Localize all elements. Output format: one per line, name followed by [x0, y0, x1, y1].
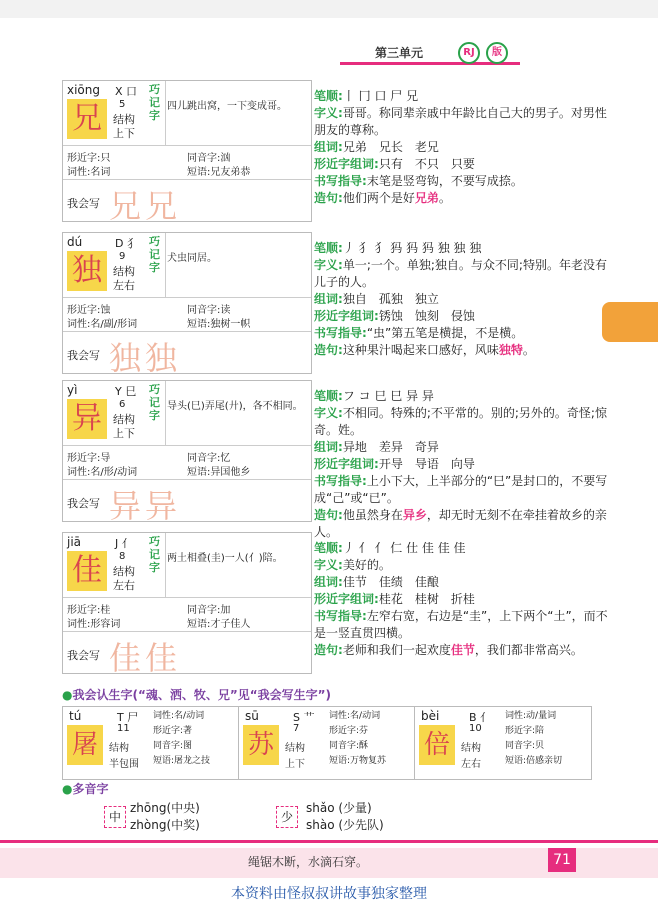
writing-guide: 书写指导:左窄右宽，右边是“圭”，上下两个“土”，而不是一竖直贯四横。	[314, 609, 608, 640]
page-number: 71	[548, 848, 576, 872]
similar-combos: 形近字组词:开导 导语 向导	[314, 457, 475, 471]
character-notes	[314, 240, 614, 359]
polyphonic-readings-2: shǎo (少量) shào (少先队)	[306, 801, 384, 832]
pinyin: yì	[67, 383, 78, 397]
stroke-order: 笔顺:丿 亻 亻 仁 仕 佳 佳 佳	[314, 541, 466, 555]
structure: 结构 上下	[285, 743, 305, 770]
character-card	[62, 380, 312, 525]
similar-combos: 形近字组词:锈蚀 蚀刻 侵蚀	[314, 309, 475, 323]
writing-guide: 书写指导:上小下大，上半部分的“巳”是封口的，不要写成“己”或“已”。	[314, 474, 608, 505]
structure-label: 结构	[113, 565, 135, 578]
homophone: 同音字:读	[187, 305, 231, 316]
divider	[165, 533, 166, 597]
divider	[63, 179, 311, 180]
header-band	[0, 0, 658, 18]
unit-title: 第三单元	[375, 46, 424, 60]
stroke-order: 笔顺:丿 犭 犭 犸 犸 犸 独 独 独	[314, 241, 482, 255]
practice-characters: 佳佳	[109, 639, 182, 677]
stroke-count: 6	[119, 399, 126, 410]
homophone: 同音字:忆	[187, 453, 231, 464]
mnemonic-text: 犬虫同居。	[167, 253, 217, 264]
practice-characters: 兄兄	[109, 187, 182, 225]
radical: T 尸	[117, 711, 139, 724]
part-of-speech: 词性:名/副/形词	[67, 319, 138, 330]
part-of-speech: 词性:形容词	[67, 619, 121, 630]
word-combos: 组词:兄弟 兄长 老兄	[314, 140, 439, 154]
recognize-card	[238, 706, 416, 780]
structure-value: 上下	[113, 127, 135, 140]
homophone: 同音字:加	[187, 605, 231, 616]
mnemonic-tag: 巧记字	[149, 83, 160, 122]
structure-value: 左右	[113, 579, 135, 592]
radical: Y 巳	[115, 385, 137, 398]
character-notes	[314, 88, 614, 207]
stroke-count: 7	[293, 723, 300, 734]
main-character: 异	[67, 399, 107, 439]
stroke-count: 5	[119, 99, 126, 110]
radical: J 亻	[115, 537, 133, 550]
example-sentence: 造句:老师和我们一起欢度佳节，我们都非常高兴。	[314, 643, 583, 657]
edition-badge: 版	[486, 42, 508, 64]
radical: X 口	[115, 85, 138, 98]
pinyin: tú	[69, 709, 82, 723]
polyphonic-readings-1: zhōng(中央) zhòng(中奖)	[130, 801, 200, 832]
structure-label: 结构	[113, 413, 135, 426]
character-notes	[314, 388, 614, 541]
divider	[165, 81, 166, 145]
writing-guide: 书写指导:末笔是竖弯钩，不要写成捺。	[314, 174, 523, 188]
structure-label: 结构	[113, 113, 135, 126]
practice-label: 我会写	[67, 349, 100, 362]
pinyin: jiā	[67, 535, 82, 549]
practice-characters: 独独	[109, 339, 182, 377]
divider	[63, 631, 311, 632]
character-card	[62, 232, 312, 377]
mnemonic-tag: 巧记字	[149, 235, 160, 274]
similar-char: 形近字:桂	[67, 605, 111, 616]
similar-combos: 形近字组词:桂花 桂树 折桂	[314, 592, 475, 606]
example-sentence: 造句:这种果汁喝起来口感好，风味独特。	[314, 343, 535, 357]
mnemonic-tag: 巧记字	[149, 535, 160, 574]
word-combos: 组词:异地 差异 奇异	[314, 440, 439, 454]
footer-rule	[0, 840, 658, 843]
pinyin: xiōng	[67, 83, 100, 97]
character-notes	[314, 540, 614, 659]
polyphonic-char-2: 少	[276, 806, 298, 828]
phrase: 短语:异国他乡	[187, 467, 251, 478]
char-info: 词性:名/动词 形近字:芬 同音字:酥 短语:万物复苏	[329, 711, 387, 766]
structure-value: 左右	[113, 279, 135, 292]
divider	[165, 381, 166, 445]
divider	[63, 597, 311, 598]
polyphonic-section-title: ●多音字	[62, 782, 109, 796]
stroke-count: 8	[119, 551, 126, 562]
stroke-count: 10	[469, 723, 482, 734]
practice-label: 我会写	[67, 649, 100, 662]
char-info: 词性:名/动词 形近字:著 同音字:图 短语:屠龙之技	[153, 711, 211, 766]
meaning: 字义:美好的。	[314, 558, 391, 572]
character-card	[62, 532, 312, 677]
stroke-count: 9	[119, 251, 126, 262]
phrase: 短语:独树一帜	[187, 319, 251, 330]
motto: 绳锯木断，水滴石穿。	[248, 855, 369, 869]
main-character: 佳	[67, 551, 107, 591]
similar-char: 形近字:蚀	[67, 305, 111, 316]
meaning: 字义:不相同。特殊的;不平常的。别的;另外的。奇怪;惊奇。姓。	[314, 406, 607, 437]
divider	[63, 297, 311, 298]
page-header	[0, 0, 658, 70]
main-character: 苏	[243, 725, 279, 765]
similar-char: 形近字:只	[67, 153, 111, 164]
meaning: 字义:单一;一个。单独;独自。与众不同;特别。年老没有儿子的人。	[314, 258, 607, 289]
structure: 结构 半包围	[109, 743, 139, 770]
practice-label: 我会写	[67, 197, 100, 210]
character-card	[62, 80, 312, 225]
radical: B 亻	[469, 711, 492, 724]
divider	[63, 331, 311, 332]
part-of-speech: 词性:名/形/动词	[67, 467, 138, 478]
main-character: 倍	[419, 725, 455, 765]
divider	[63, 479, 311, 480]
stroke-order: 笔顺:丨 冂 口 尸 兄	[314, 89, 419, 103]
similar-combos: 形近字组词:只有 不只 只要	[314, 157, 475, 171]
structure-value: 上下	[113, 427, 135, 440]
mnemonic-text: 两土相叠(圭)一人(亻)陪。	[167, 553, 283, 564]
word-combos: 组词:佳节 佳绩 佳酿	[314, 575, 439, 589]
recognize-section-title: ●我会认生字(“魂、洒、牧、兄”见“我会写生字”)	[62, 688, 332, 702]
polyphonic-char-1: 中	[104, 806, 126, 828]
recognize-card	[414, 706, 592, 780]
practice-characters: 异异	[109, 487, 182, 525]
divider	[63, 445, 311, 446]
example-sentence: 造句:他虽然身在异乡，却无时无刻不在牵挂着故乡的亲人。	[314, 508, 607, 539]
homophone: 同音字:汹	[187, 153, 231, 164]
radical: D 犭	[115, 237, 138, 250]
mnemonic-tag: 巧记字	[149, 383, 160, 422]
mnemonic-text: 导头(巳)弄尾(廾)，各不相同。	[167, 401, 303, 412]
phrase: 短语:才子佳人	[187, 619, 251, 630]
radical: S 艹	[293, 711, 315, 724]
stroke-order: 笔顺:フ コ 巳 巳 异 异	[314, 389, 434, 403]
recognize-card	[62, 706, 240, 780]
similar-char: 形近字:导	[67, 453, 111, 464]
structure-label: 结构	[113, 265, 135, 278]
divider	[165, 233, 166, 297]
part-of-speech: 词性:名词	[67, 167, 111, 178]
rj-badge: RJ	[458, 42, 480, 64]
pinyin: sū	[245, 709, 259, 723]
char-info: 词性:动/量词 形近字:陪 同音字:贝 短语:倍感亲切	[505, 711, 563, 766]
main-character: 屠	[67, 725, 103, 765]
practice-label: 我会写	[67, 497, 100, 510]
credit-line: 本资料由怪叔叔讲故事独家整理	[231, 886, 427, 902]
main-character: 独	[67, 251, 107, 291]
pinyin: bèi	[421, 709, 440, 723]
meaning: 字义:哥哥。称同辈亲戚中年龄比自己大的男子。对男性朋友的尊称。	[314, 106, 607, 137]
divider	[63, 145, 311, 146]
example-sentence: 造句:他们两个是好兄弟。	[314, 191, 451, 205]
structure: 结构 左右	[461, 743, 481, 770]
main-character: 兄	[67, 99, 107, 139]
pinyin: dú	[67, 235, 83, 249]
writing-guide: 书写指导:“虫”第五笔是横提，不是横。	[314, 326, 524, 340]
phrase: 短语:兄友弟恭	[187, 167, 251, 178]
mnemonic-text: 四儿跳出窝，一下变成哥。	[167, 101, 287, 112]
word-combos: 组词:独自 孤独 独立	[314, 292, 439, 306]
stroke-count: 11	[117, 723, 130, 734]
